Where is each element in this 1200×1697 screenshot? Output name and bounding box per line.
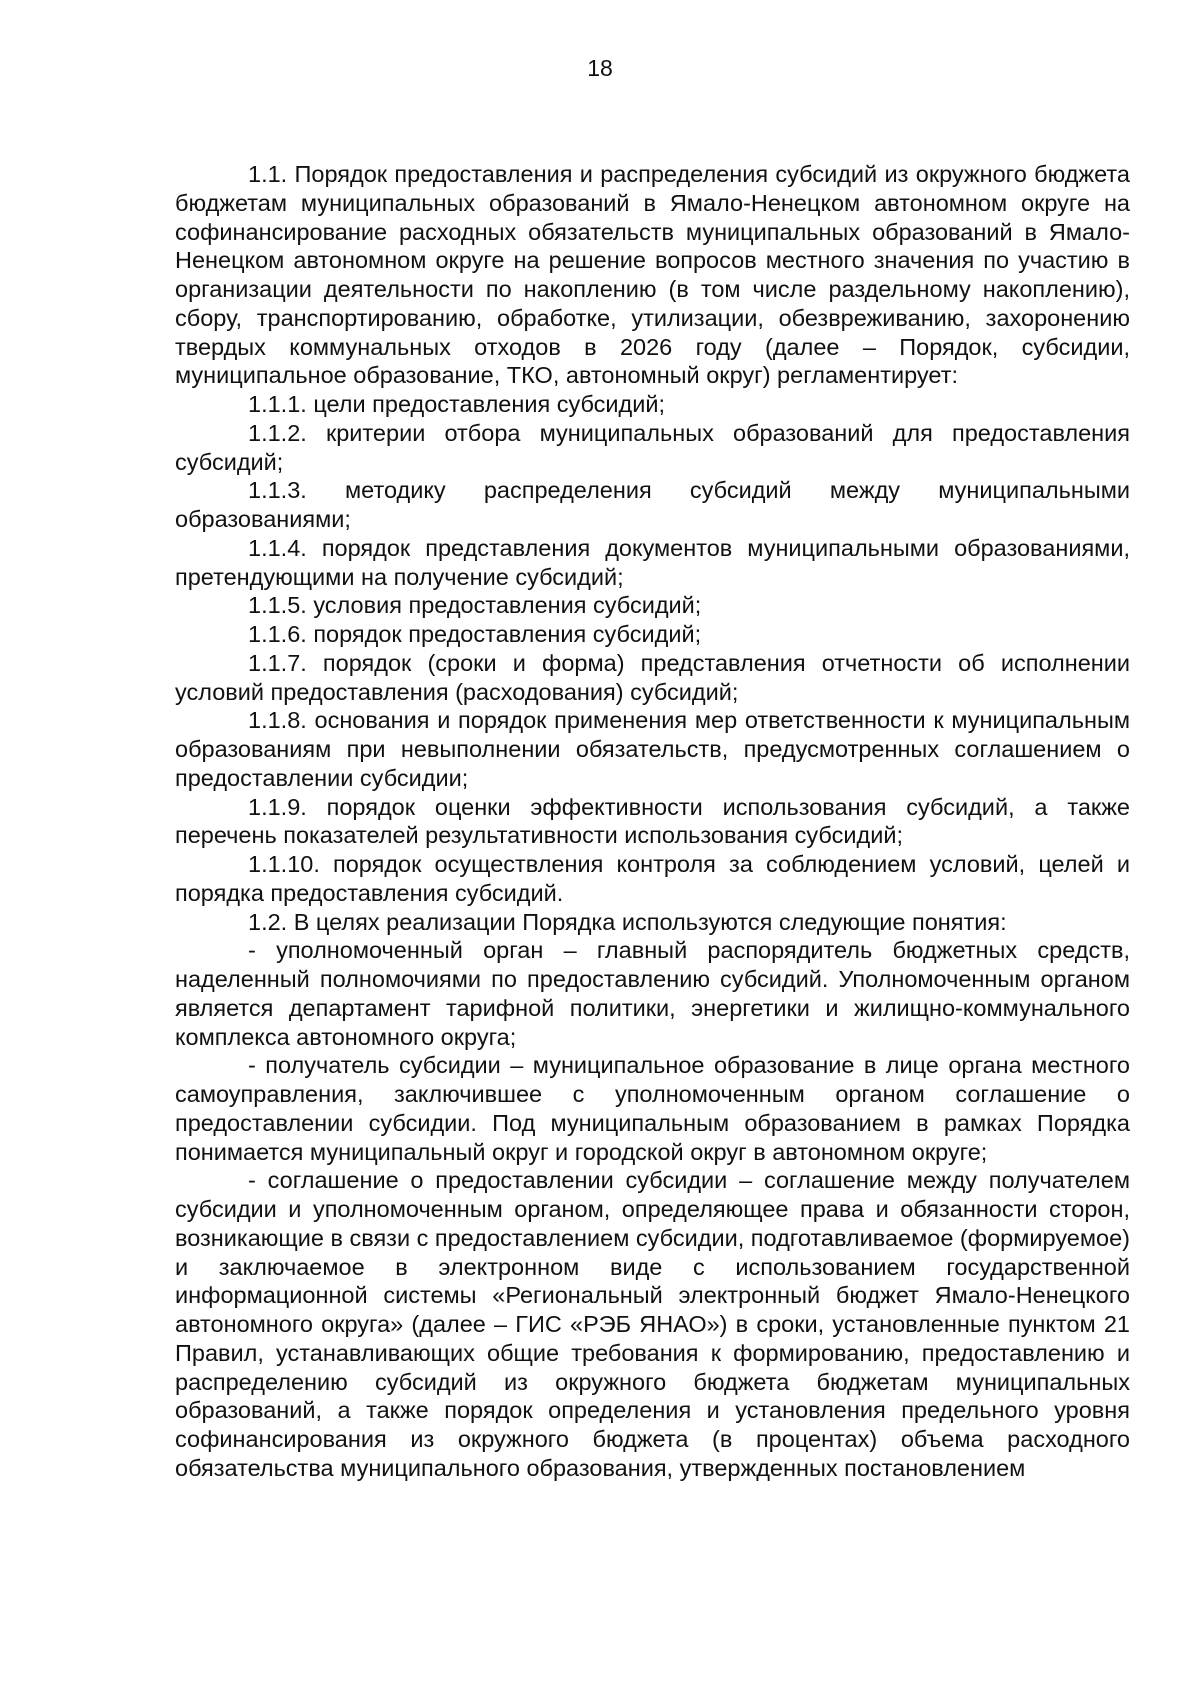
- definition-subsidy-agreement: - соглашение о предоставлении субсидии – соглашение между получателем субсидии и уполномоченным органом, определяющее права и обязанности сторон, возникающие в связи с предоставлением субсидии, подготавливаемое (формируемое) и заключаемое в электронном виде с использованием государственной информационной системы «Региональный электронный бюджет Ямало-Ненецкого автономного округа» (далее – ГИС «РЭБ ЯНАО») в сроки, установленные пунктом 21 Правил, устанавливающих общие требования к формированию, предоставлению и распределению субсидий из окружного бюджета бюджетам муниципальных образований, а также порядок определения и установления предельного уровня софинансирования из окружного бюджета (в процентах) объема расходного обязательства муниципального образования, утвержденных постановлением: [175, 1167, 1130, 1481]
- paragraph-1-1: 1.1. Порядок предоставления и распределения субсидий из окружного бюджета бюджетам муниципальных образований в Ямало-Ненецком автономном округе на софинансирование расходных обязательств муниципальных образований в Ямало-Ненецком автономном округе на решение вопросов местного значения по участию в организации деятельности по накоплению (в том числе раздельному накоплению), сбору, транспортированию, обработке, утилизации, обезвреживанию, захоронению твердых коммунальных отходов в 2026 году (далее – Порядок, субсидии, муниципальное образование, ТКО, автономный округ) регламентирует:: [175, 161, 1130, 389]
- paragraph-1-1-2: 1.1.2. критерии отбора муниципальных образований для предоставления субсидий;: [175, 419, 1130, 475]
- paragraph-1-1-5: 1.1.5. условия предоставления субсидий;: [248, 592, 702, 619]
- page-number: 18: [587, 55, 613, 81]
- definition-subsidy-recipient: - получатель субсидии – муниципальное образование в лице органа местного самоуправления, заключившее с уполномоченным органом соглашение о предоставлении субсидии. Под муниципальным образованием в рамках Порядка понимается муниципальный округ и городской округ в автономном округе;: [175, 1052, 1130, 1165]
- paragraph-1-1-1: 1.1.1. цели предоставления субсидий;: [248, 391, 666, 417]
- document-body: [175, 160, 1130, 1483]
- paragraph-1-1-6: 1.1.6. порядок предоставления субсидий;: [248, 621, 702, 647]
- paragraph-1-1-10: 1.1.10. порядок осуществления контроля за соблюдением условий, целей и порядка предоставления субсидий.: [175, 851, 1130, 906]
- paragraph-1-1-3: 1.1.3. методику распределения субсидий между муниципальными образованиями;: [175, 477, 1130, 532]
- definition-authorized-body: - уполномоченный орган – главный распорядитель бюджетных средств, наделенный полномочиями по предоставлению субсидий. Уполномоченным органом является департамент тарифной политики, энергетики и жилищно-коммунального комплекса автономного округа;: [175, 937, 1130, 1050]
- paragraph-1-1-7: 1.1.7. порядок (сроки и форма) представления отчетности об исполнении условий предоставления (расходования) субсидий;: [175, 649, 1130, 705]
- paragraph-1-1-4: 1.1.4. порядок представления документов муниципальными образованиями, претендующими на получение субсидий;: [175, 534, 1130, 590]
- paragraph-1-1-8: 1.1.8. основания и порядок применения мер ответственности к муниципальным образованиям при невыполнении обязательств, предусмотренных соглашением о предоставлении субсидии;: [175, 707, 1130, 791]
- paragraph-1-2: 1.2. В целях реализации Порядка используются следующие понятия:: [248, 908, 1007, 935]
- paragraph-1-1-9: 1.1.9. порядок оценки эффективности использования субсидий, а также перечень показателей результативности использования субсидий;: [175, 793, 1130, 849]
